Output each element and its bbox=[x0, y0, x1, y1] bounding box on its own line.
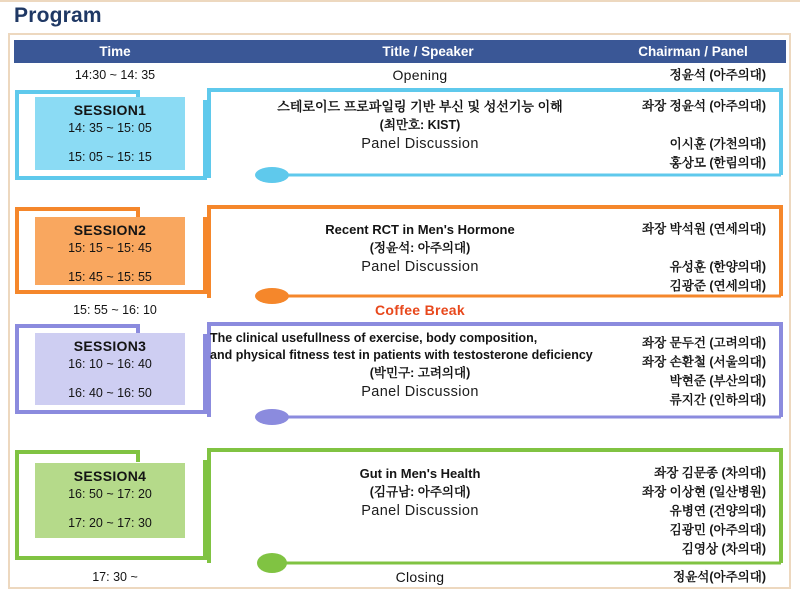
panel-discussion-label: Panel Discussion bbox=[361, 136, 479, 152]
chair-line: 이시훈 (가천의대) bbox=[669, 137, 766, 151]
session4-content bbox=[210, 448, 630, 521]
opening-time: 14:30 ~ 14: 35 bbox=[74, 68, 156, 82]
chair-line: 홍상모 (한림의대) bbox=[669, 156, 766, 170]
session-time-1: 16: 50 ~ 17: 20 bbox=[68, 487, 152, 501]
header-title-speaker: Title / Speaker bbox=[382, 44, 474, 59]
session-time-2: 15: 45 ~ 15: 55 bbox=[68, 270, 152, 284]
chair-line: 박현준 (부산의대) bbox=[669, 374, 766, 388]
session2-content bbox=[210, 205, 630, 277]
session-name: SESSION4 bbox=[73, 468, 147, 484]
session-speaker: (박민구: 고려의대) bbox=[369, 366, 471, 380]
session4-timebox bbox=[35, 463, 185, 538]
session1-chairs bbox=[600, 88, 766, 173]
session-speaker: (정윤석: 아주의대) bbox=[369, 241, 471, 255]
chair-line: 김광민 (아주의대) bbox=[669, 523, 766, 537]
session3-timebox bbox=[35, 333, 185, 405]
header-time: Time bbox=[99, 44, 131, 59]
chair-line: 유병연 (건양의대) bbox=[669, 504, 766, 518]
closing-time: 17: 30 ~ bbox=[92, 570, 138, 584]
session-time-1: 16: 10 ~ 16: 40 bbox=[68, 357, 152, 371]
session2-timebox bbox=[35, 217, 185, 285]
session4-chairs bbox=[600, 448, 766, 559]
session-speaker: (김규남: 아주의대) bbox=[369, 485, 471, 499]
coffee-break-row bbox=[0, 300, 800, 320]
chair-line: 류지간 (인하의대) bbox=[669, 393, 766, 407]
session-block-1 bbox=[0, 88, 800, 182]
session-name: SESSION1 bbox=[73, 102, 147, 118]
session-time-2: 15: 05 ~ 15: 15 bbox=[68, 150, 152, 164]
session1-timebox bbox=[35, 97, 185, 170]
header-chairman-panel: Chairman / Panel bbox=[638, 44, 748, 59]
page-title: Program bbox=[14, 4, 102, 27]
chair-line: 좌장 문두건 (고려의대) bbox=[642, 336, 766, 350]
session1-content bbox=[210, 88, 630, 154]
session-title: Recent RCT in Men's Hormone bbox=[325, 222, 515, 237]
session-block-3 bbox=[0, 322, 800, 419]
table-header-bar bbox=[14, 40, 786, 63]
chair-line: 좌장 박석원 (연세의대) bbox=[642, 222, 766, 236]
session-time-2: 16: 40 ~ 16: 50 bbox=[68, 386, 152, 400]
chair-line: 좌장 김문종 (차의대) bbox=[654, 466, 766, 480]
panel-discussion-label: Panel Discussion bbox=[361, 503, 479, 519]
session3-chairs bbox=[600, 322, 766, 410]
session-time-1: 14: 35 ~ 15: 05 bbox=[68, 121, 152, 135]
chair-line: 김광준 (연세의대) bbox=[669, 279, 766, 293]
coffee-break-label: Coffee Break bbox=[375, 302, 465, 318]
session-title: 스테로이드 프로파일링 기반 부신 및 성선기능 이해 bbox=[277, 99, 563, 114]
top-divider-line bbox=[0, 0, 800, 2]
chair-line: 좌장 이상현 (일산병원) bbox=[642, 485, 766, 499]
session2-chairs bbox=[600, 205, 766, 296]
chair-line: 좌장 정윤석 (아주의대) bbox=[642, 99, 766, 113]
session-block-4 bbox=[0, 448, 800, 565]
panel-discussion-label: Panel Discussion bbox=[361, 259, 479, 275]
closing-row bbox=[0, 566, 800, 588]
coffee-time: 15: 55 ~ 16: 10 bbox=[73, 303, 157, 317]
chair-line: 좌장 손환철 (서울의대) bbox=[642, 355, 766, 369]
closing-chairman: 정윤석(아주의대) bbox=[673, 570, 766, 584]
session-time-1: 15: 15 ~ 15: 45 bbox=[68, 241, 152, 255]
session-name: SESSION2 bbox=[73, 222, 147, 238]
opening-label: Opening bbox=[392, 67, 448, 83]
opening-row bbox=[0, 63, 800, 87]
chair-line: 유성훈 (한양의대) bbox=[669, 260, 766, 274]
session-title: and physical fitness test in patients with testosterone deficiency bbox=[210, 348, 593, 362]
chair-line: 김영상 (차의대) bbox=[681, 542, 766, 556]
session-title: The clinical usefullness of exercise, body composition, bbox=[210, 331, 538, 345]
session-title: Gut in Men's Health bbox=[359, 466, 481, 481]
chair-line bbox=[600, 116, 766, 135]
closing-label: Closing bbox=[395, 569, 445, 585]
session-block-2 bbox=[0, 205, 800, 300]
panel-discussion-label: Panel Discussion bbox=[361, 384, 479, 400]
chair-line bbox=[600, 239, 766, 258]
session-speaker: (최만호: KIST) bbox=[379, 118, 461, 132]
session-time-2: 17: 20 ~ 17: 30 bbox=[68, 516, 152, 530]
session-name: SESSION3 bbox=[73, 338, 147, 354]
opening-chairman: 정윤석 (아주의대) bbox=[669, 68, 766, 82]
session3-content bbox=[210, 322, 630, 402]
